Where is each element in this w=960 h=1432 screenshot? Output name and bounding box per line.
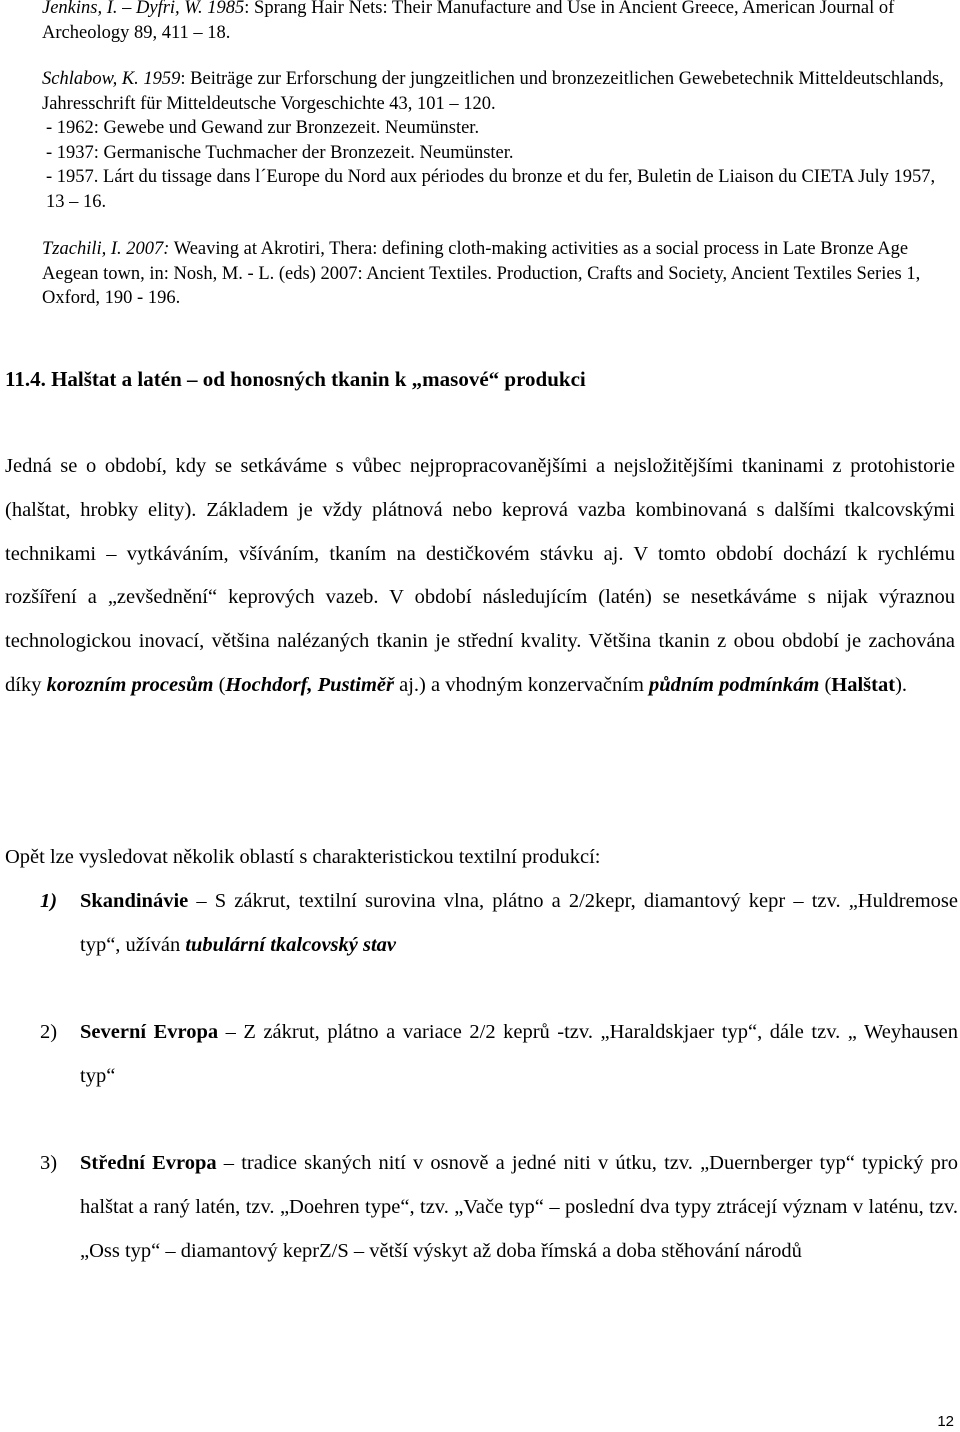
emphasis-text: Halštat — [831, 673, 896, 696]
list-item — [40, 1011, 958, 1099]
paragraph-text: aj.) a vhodným konzervačním — [393, 673, 650, 696]
list-number: 3) — [40, 1152, 58, 1174]
paragraph-text: ( — [213, 673, 226, 696]
list-item — [40, 880, 958, 968]
reference-author: Jenkins, I. – Dyfri, W. 1985 — [42, 0, 245, 18]
list-item-title: Severní Evropa — [80, 1021, 219, 1043]
reference-schlabow-1962: - 1962: Gewebe und Gewand zur Bronzezeit. Neumünster. — [46, 118, 480, 138]
emphasis-text: Hochdorf, Pustiměř — [225, 673, 394, 696]
paragraph-text: ( — [819, 673, 832, 696]
reference-text: Weaving at Akrotiri, Thera: defining cloth-making activities as a social process in Late Bronze Age Aegean town, in: Nosh, M. - L. (eds) 2007: Ancient Textiles. Production, Crafts and Society, Ancient Textiles Series 1, Oxford, 190 - 196. — [42, 239, 921, 308]
reference-schlabow-1937: - 1937: Germanische Tuchmacher der Bronzezeit. Neumünster. — [46, 143, 514, 163]
body-paragraph — [5, 445, 955, 708]
list-item — [40, 1142, 958, 1273]
list-item-title: Střední Evropa — [80, 1152, 217, 1174]
reference-author: Tzachili, I. 2007: — [42, 239, 170, 259]
list-intro: Opět lze vysledovat několik oblastí s charakteristickou textilní produkcí: — [5, 846, 601, 868]
list-item-text: – tradice skaných nití v osnově a jedné niti v útku, tzv. „Duernberger typ“ typický pro halštat a raný latén, tzv. „Doehren type“, tzv. „Vače typ“ – poslední dva typy ztrácejí význam v laténu, tzv. „Oss typ“ – diamantový keprZ/S – větší výskyt až doba římská a doba stěhování národů — [80, 1152, 958, 1262]
list-number: 2) — [40, 1021, 58, 1043]
reference-author: Schlabow, K. 1959 — [42, 69, 181, 89]
emphasis-text: korozním procesům — [46, 673, 214, 696]
reference-text: : Beiträge zur Erforschung der jungzeitlichen und bronzezeitlichen Gewebetechnik Mitteldeutschlands, Jahresschrift für Mitteldeutsche Vorgeschichte 43, 101 – 120. — [42, 69, 944, 114]
reference-schlabow — [42, 67, 958, 116]
list-item-text: – Z zákrut, plátno a variace 2/2 keprů -tzv. „Haraldskjaer typ“, dále tzv. „ Weyhausen typ“ — [80, 1021, 958, 1087]
list-number: 1) — [40, 890, 58, 912]
reference-schlabow-1957: - 1957. Lárt du tissage dans l´Europe du Nord aux périodes du bronze et du fer, Buletin de Liaison du CIETA July 1957, 13 – 16. — [46, 167, 936, 212]
reference-tzachili — [42, 237, 958, 311]
section-heading: 11.4. Halštat a latén – od honosných tkanin k „masové“ produkci — [5, 367, 586, 391]
paragraph-text: Jedná se o období, kdy se setkáváme s vůbec nejpropracovanějšími a nejsložitějšími tkaninami z protohistorie (halštat, hrobky elity). Základem je vždy plátnová nebo keprová vazba kombinovaná s dalšími tkalcovskými technikami – vytkáváním, všíváním, tkaním na destičkovém stávku aj. V tomto období dochází k rychlému rozšíření a „zevšednění“ keprových vazeb. V období následujícím (latén) se nesetkáváme s nijak výraznou technologickou inovací, většina nalézaných tkanin je střední kvality. Většina tkanin z obou období je zachována díky — [5, 455, 955, 696]
reference-text: : Sprang Hair Nets: Their Manufacture and Use in Ancient Greece, American Journal of Archeology 89, 411 – 18. — [42, 0, 895, 43]
emphasis-text: půdním podmínkám — [649, 673, 820, 696]
list-item-title: Skandinávie — [80, 890, 189, 912]
emphasis-text: tubulární tkalcovský stav — [185, 933, 397, 956]
paragraph-text: ). — [895, 673, 908, 696]
list-item-text: – S zákrut, textilní surovina vlna, plátno a 2/2kepr, diamantový kepr – tzv. „Huldremose typ“, užíván — [80, 890, 958, 956]
page-number: 12 — [937, 1413, 954, 1430]
reference-jenkins — [42, 0, 958, 45]
